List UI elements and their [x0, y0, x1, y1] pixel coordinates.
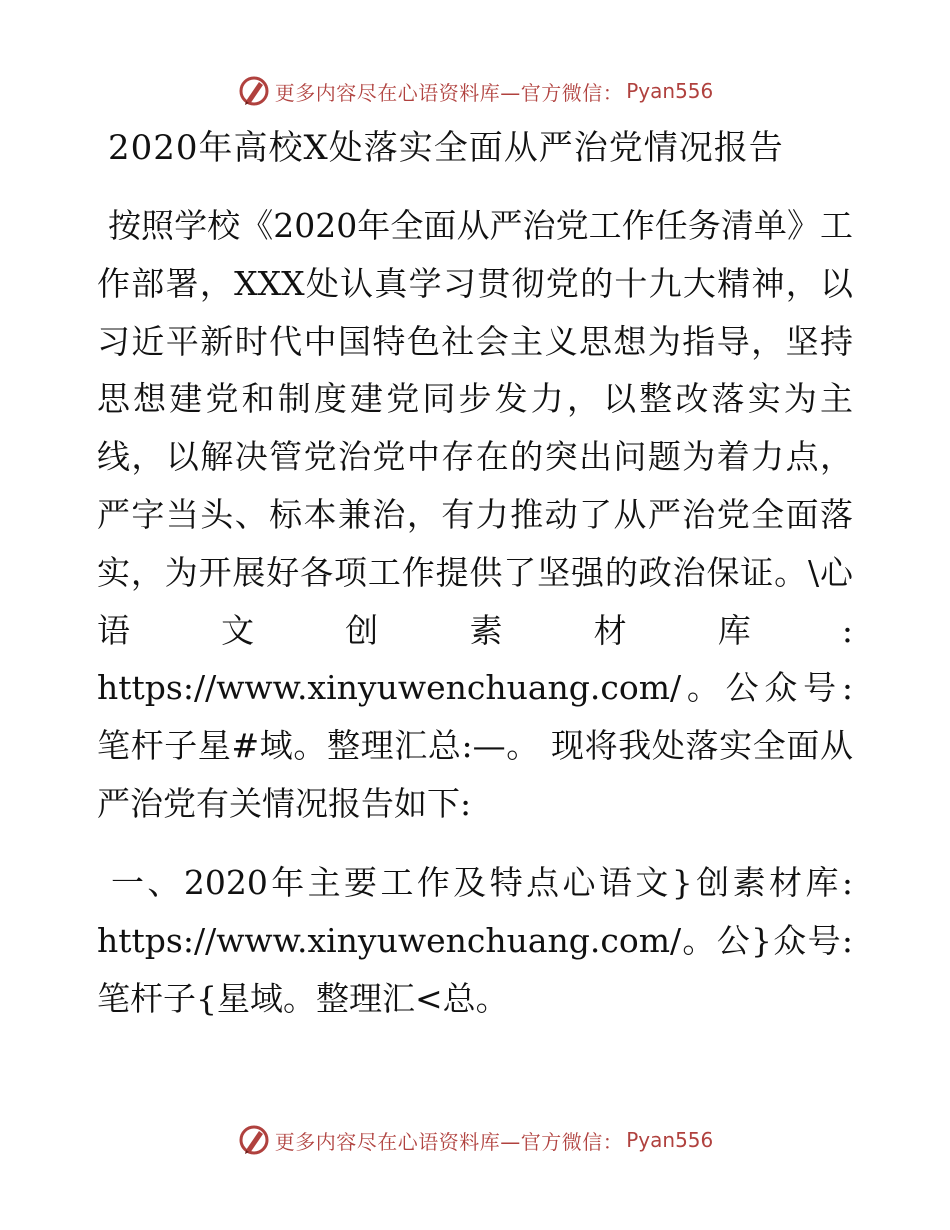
header-banner-account: Pyan556 [626, 79, 714, 103]
paragraph-section-one: 一、2020年主要工作及特点心语文}创素材库: https://www.xinyuwenchuang.com/。公}众号: 笔杆子{星域。整理汇<总。 [97, 863, 853, 1018]
document-title: 2020年高校X处落实全面从严治党情况报告 [108, 128, 784, 168]
footer-banner-text: 更多内容尽在心语资料库—官方微信： [274, 1129, 624, 1154]
footer-banner [0, 1120, 950, 1160]
header-banner-text: 更多内容尽在心语资料库—官方微信： [274, 80, 624, 105]
header-banner [0, 71, 950, 111]
footer-banner-account: Pyan556 [626, 1128, 714, 1152]
pen-logo-icon [237, 1123, 271, 1157]
pen-logo-icon [237, 74, 271, 108]
paragraph-intro: 按照学校《2020年全面从严治党工作任务清单》工作部署，XXX处认真学习贯彻党的十九大精神，以习近平新时代中国特色社会主义思想为指导，坚持思想建党和制度建党同步发力，以整改落实为主线，以解决管党治党中存在的突出问题为着力点，严字当头、标本兼治，有力推动了从严治党全面落实，为开展好各项工作提供了坚强的政治保证。\心语文创素材库: https://www.xinyuwenchuang.com/。公众号: 笔杆子星#域。整理汇总:—。 现将我处落实全面从严治党有关情况报告如下: [97, 206, 853, 823]
